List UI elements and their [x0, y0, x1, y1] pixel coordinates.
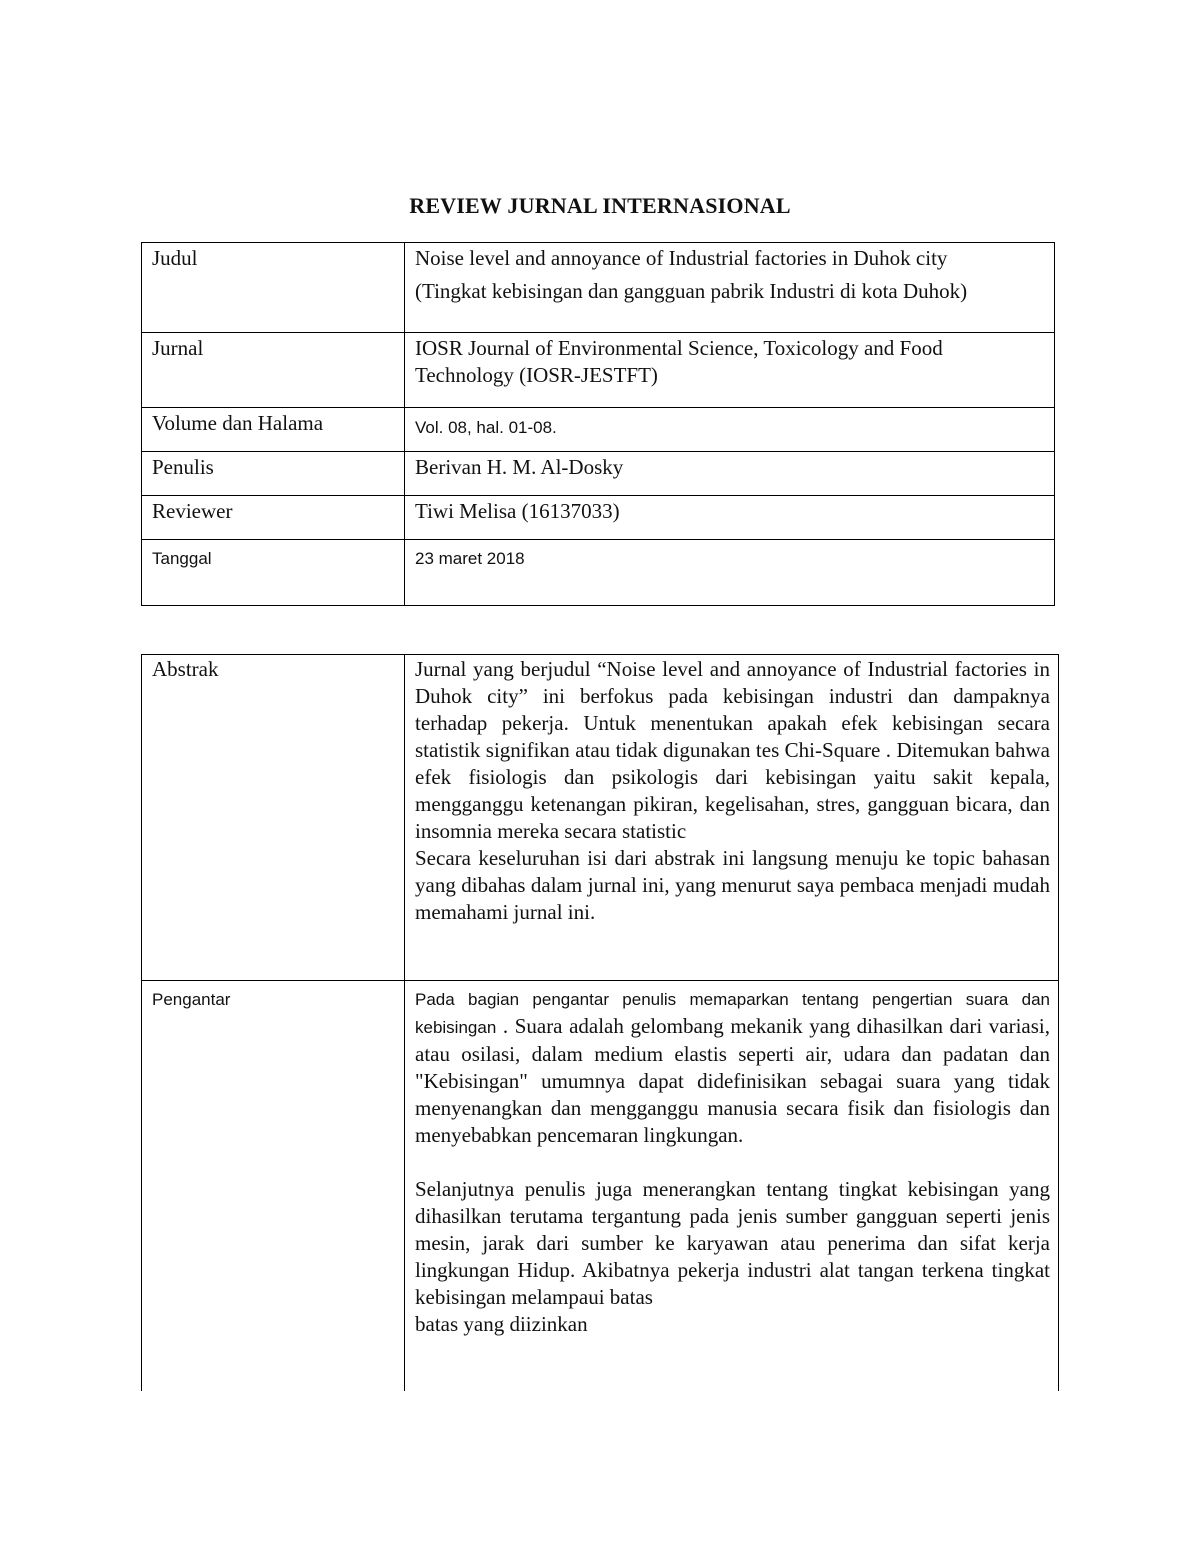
jurnal-label: Jurnal	[142, 333, 405, 408]
volume-label: Volume dan Halama	[142, 408, 405, 452]
row-penulis	[142, 452, 1055, 496]
judul-line-2: (Tingkat kebisingan dan gangguan pabrik Industri di kota Duhok)	[415, 279, 968, 303]
row-pengantar	[142, 981, 1059, 1391]
row-abstrak	[142, 655, 1059, 981]
reviewer-value: Tiwi Melisa (16137033)	[405, 496, 1055, 540]
penulis-label: Penulis	[142, 452, 405, 496]
abstrak-value	[405, 655, 1059, 981]
abstrak-label: Abstrak	[142, 655, 405, 981]
pengantar-intro-serif: . Suara adalah gelombang mekanik yang dihasilkan dari variasi, atau osilasi, dalam medium elastis seperti air, udara dan padatan dan "Kebisingan" umumnya dapat didefinisikan sebagai suara yang tidak menyenangkan dan mengganggu manusia secara fisik dan fisiologis dan menyebabkan pencemaran lingkungan.	[415, 1014, 1050, 1147]
pengantar-paragraph-1	[415, 985, 1050, 1149]
row-volume	[142, 408, 1055, 452]
reviewer-label: Reviewer	[142, 496, 405, 540]
abstrak-paragraph-1: Jurnal yang berjudul “Noise level and annoyance of Industrial factories in Duhok city” ini berfokus pada kebisingan industri dan dampaknya terhadap pekerja. Untuk menentukan apakah efek kebisingan secara statistik signifikan atau tidak digunakan tes Chi-Square . Ditemukan bahwa efek fisiologis dan psikologis dari kebisingan yaitu sakit kepala, mengganggu ketenangan pikiran, kegelisahan, stres, gangguan bicara, dan insomnia mereka secara statistic	[415, 657, 1050, 843]
row-reviewer	[142, 496, 1055, 540]
pengantar-paragraph-3: batas yang diizinkan	[415, 1312, 588, 1336]
paragraph-gap	[415, 1149, 1050, 1176]
pengantar-value	[405, 981, 1059, 1391]
jurnal-value: IOSR Journal of Environmental Science, Toxicology and Food Technology (IOSR-JESTFT)	[405, 333, 1055, 408]
abstrak-paragraph-2: Secara keseluruhan isi dari abstrak ini langsung menuju ke topic bahasan yang dibahas dalam jurnal ini, yang menurut saya pembaca menjadi mudah memahami jurnal ini.	[415, 846, 1050, 924]
tanggal-value: 23 maret 2018	[405, 540, 1055, 606]
penulis-value: Berivan H. M. Al-Dosky	[405, 452, 1055, 496]
pengantar-intro-sans: Pada bagian pengantar penulis memaparkan tentang pengertian suara dan kebisingan	[415, 990, 1050, 1037]
tanggal-label: Tanggal	[142, 540, 405, 606]
page-title: REVIEW JURNAL INTERNASIONAL	[409, 193, 791, 218]
row-tanggal	[142, 540, 1055, 606]
judul-value	[405, 243, 1055, 333]
pengantar-label: Pengantar	[142, 981, 405, 1391]
volume-value: Vol. 08, hal. 01-08.	[405, 408, 1055, 452]
review-detail-table	[141, 654, 1059, 1391]
metadata-table	[141, 242, 1055, 606]
row-judul	[142, 243, 1055, 333]
row-jurnal	[142, 333, 1055, 408]
judul-line-1: Noise level and annoyance of Industrial factories in Duhok city	[415, 246, 948, 270]
judul-label: Judul	[142, 243, 405, 333]
pengantar-paragraph-2: Selanjutnya penulis juga menerangkan tentang tingkat kebisingan yang dihasilkan terutama tergantung pada jenis sumber gangguan seperti jenis mesin, jarak dari sumber ke karyawan atau penerima dan sifat kerja lingkungan Hidup. Akibatnya pekerja industri alat tangan terkena tingkat kebisingan melampaui batas	[415, 1177, 1050, 1309]
